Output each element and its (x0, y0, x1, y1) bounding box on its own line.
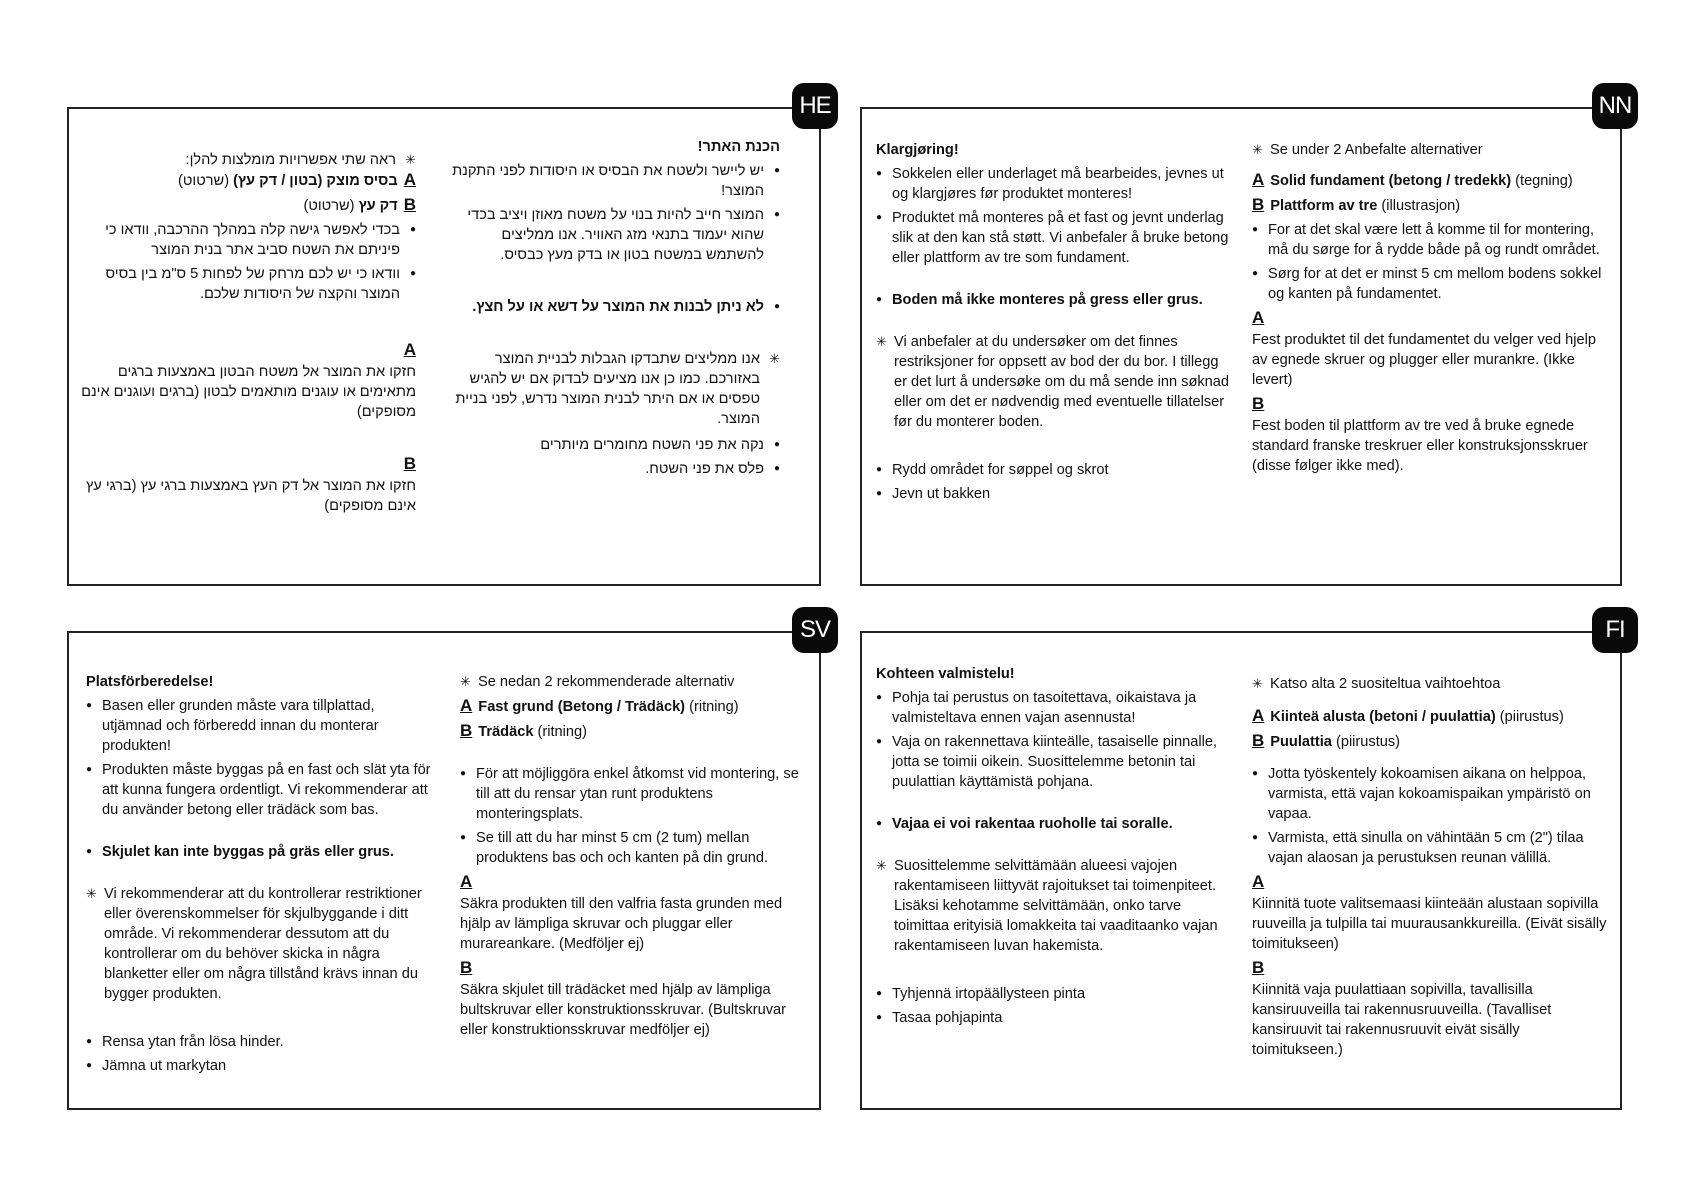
fi-section-a-text: Kiinnitä tuote valitsemaasi kiinteään alustaan sopivilla ruuveilla ja tulpilla tai muurausankkureilla. (Eivät sisälly toimitukseen) (1252, 896, 1607, 952)
fi-bullet-3: ● Vajaa ei voi rakentaa ruoholle tai soralle. (876, 814, 1231, 834)
he-alternatives-note: ✳ ראה שתי אפשרויות מומלצות להלן: (80, 150, 416, 170)
sv-alt-a-note: (ritning) (689, 699, 739, 715)
sv-alternatives-column (460, 672, 812, 1040)
nn-bullet-3: ● Boden må ikke monteres på gress eller grus. (876, 290, 1231, 310)
he-bullet-1: ● יש ליישר ולשטח את הבסיס או היסודות לפני התקנת המוצר! (442, 161, 780, 201)
nn-bullet-4: ● Rydd området for søppel og skrot (876, 460, 1231, 480)
fi-alternatives-column (1252, 674, 1608, 1060)
fi-bullet-4: ● Tyhjennä irtopäällysteen pinta (876, 984, 1231, 1004)
fi-section-a-letter: A (1252, 872, 1265, 891)
fi-bullet-2: ● Vaja on rakennettava kiinteälle, tasaiselle pinnalle, jotta se toimii oikein. Suosittelemme betonin tai puulattian käyttämistä pohjana. (876, 732, 1231, 792)
fi-alt-a-letter: A (1252, 706, 1265, 725)
nn-alt-a-name: Solid fundament (betong / tredekk) (1270, 173, 1512, 189)
sv-bullet-3: ● Skjulet kan inte byggas på gräs eller grus. (86, 842, 432, 862)
fi-note: ✳ Suosittelemme selvittämään alueesi vajojen rakentamiseen liittyvät rajoitukset tai toimenpiteet. Lisäksi kehotamme selvittämään, onko tarve toimittaa erityisiä lomakkeita tai vaaditaanko vajan rakentamiseen luvan hakemista. (876, 856, 1231, 956)
nn-section-a-letter: A (1252, 308, 1265, 327)
sv-alt-a-name: Fast grund (Betong / Trädäck) (478, 699, 686, 715)
he-alt-b-letter: B (403, 195, 416, 214)
nn-alternatives-column (1252, 140, 1608, 476)
sv-alt-b (460, 721, 812, 742)
fi-alt-a-name: Kiinteä alusta (betoni / puulattia) (1270, 709, 1496, 725)
fi-alt-a-note: (piirustus) (1499, 709, 1564, 725)
nn-bullet-5: ● Jevn ut bakken (876, 484, 1231, 504)
language-badge-he: HE (792, 83, 838, 129)
sv-site-prep-column (86, 672, 432, 1080)
language-badge-fi: FI (1592, 607, 1638, 653)
nn-title: Klargjøring! (876, 142, 959, 158)
nn-section-b-text: Fest boden til plattform av tre ved å bruke egnede standard franske treskruer eller konstruksjonsskruer (disse følger ikke med). (1252, 418, 1588, 474)
nn-alt-a-note: (tegning) (1515, 173, 1573, 189)
fi-alt-bullet-1: ● Jotta työskentely kokoamisen aikana on helppoa, varmista, että vajan kokoamispaikan ympäristö on vapaa. (1252, 764, 1608, 824)
sv-alt-b-letter: B (460, 721, 473, 740)
fi-alternatives-note: ✳ Katso alta 2 suositeltua vaihtoehtoa (1252, 674, 1608, 694)
fi-alt-b-name: Puulattia (1270, 734, 1332, 750)
nn-alt-b-note: (illustrasjon) (1381, 198, 1461, 214)
sv-section-b-letter: B (460, 958, 473, 977)
he-bullet-5: ● פלס את פני השטח. (442, 459, 780, 479)
fi-alt-b-letter: B (1252, 731, 1265, 750)
he-alt-b-note: (שרטוט) (303, 198, 355, 214)
fi-alt-bullet-2: ● Varmista, että sinulla on vähintään 5 cm (2") tilaa vajan alaosan ja perustuksen reunan välillä. (1252, 828, 1608, 868)
sv-section-a-letter: A (460, 872, 473, 891)
he-alt-bullet-2: ● וודאו כי יש לכם מרחק של לפחות 5 ס"מ בין בסיס המוצר והקצה של היסודות שלכם. (80, 264, 416, 304)
he-site-prep-column (442, 137, 780, 483)
he-section-a-letter: A (403, 340, 416, 359)
sv-alt-bullet-2: ● Se till att du har minst 5 cm (2 tum) mellan produktens bas och och kanten på din grund. (460, 828, 812, 868)
he-alt-a-note: (שרטוט) (178, 173, 230, 189)
nn-alt-b-name: Plattform av tre (1270, 198, 1378, 214)
he-title: הכנת האתר! (697, 139, 780, 155)
fi-bullet-1: ● Pohja tai perustus on tasoitettava, oikaistava ja valmisteltava ennen vajan asennusta! (876, 688, 1231, 728)
fi-section-b-text: Kiinnitä vaja puulattiaan sopivilla, tavallisilla kansiruuveilla tai rakennusruuveilla. (Tavalliset kansiruuvit tai rakennusruuvit eivät sisälly toimitukseen.) (1252, 982, 1552, 1058)
nn-alt-bullet-2: ● Sørg for at det er minst 5 cm mellom bodens sokkel og kanten på fundamentet. (1252, 264, 1608, 304)
he-section-b-letter: B (403, 454, 416, 473)
nn-alt-b-letter: B (1252, 195, 1265, 214)
fi-section-b-letter: B (1252, 958, 1265, 977)
he-alt-b (80, 195, 416, 216)
he-note: ✳ אנו ממליצים שתבדקו הגבלות לבניית המוצר באזורכם. כמו כן אנו מציעים לבדוק אם יש להגיש טפסים או אם היתר לבנית המוצר נדרש, לפני בניית המוצר. (442, 349, 780, 429)
he-bullet-4: ● נקה את פני השטח מחומרים מיותרים (442, 435, 780, 455)
sv-alt-a (460, 696, 812, 717)
sv-section-a-text: Säkra produkten till den valfria fasta grunden med hjälp av lämpliga skruvar och pluggar eller murareankare. (Medföljer ej) (460, 896, 783, 952)
nn-note: ✳ Vi anbefaler at du undersøker om det finnes restriksjoner for oppsett av bod der du bor. I tillegg er det lurt å undersøke om du må sende inn søknad eller om det er nødvendig med eventuelle tillatelser før du monterer boden. (876, 332, 1231, 432)
he-alt-a-letter: A (403, 170, 416, 189)
nn-alternatives-note: ✳ Se under 2 Anbefalte alternativer (1252, 140, 1608, 160)
fi-alt-b-note: (piirustus) (1335, 734, 1401, 750)
he-section-a-text: חזקו את המוצר אל משטח הבטון באמצעות ברגים מתאימים או עוגנים מותאמים לבטון (ברגים ועוגנים אינם מסופקים) (81, 364, 416, 420)
he-section-b-text: חזקו את המוצר אל דק העץ באמצעות ברגי עץ (ברגי עץ אינם מסופקים) (85, 478, 416, 514)
he-bullet-2: ● המוצר חייב להיות בנוי על משטח מאוזן ויציב בכדי שהוא יעמוד בתנאי מזג האוויר. אנו ממליצים להשתמש במשטח בטון או בדק מעץ כבסיס. (442, 205, 780, 265)
sv-section-b-text: Säkra skjulet till trädäcket med hjälp av lämpliga bultskruvar eller konstruktionsskruvar. (Bultskruvar eller konstruktionsskruvar medföljer ej) (460, 982, 787, 1038)
he-alt-a-name: בסיס מוצק (בטון / דק עץ) (233, 173, 398, 189)
fi-site-prep-column (876, 664, 1231, 1032)
sv-bullet-1: ● Basen eller grunden måste vara tillplattad, utjämnad och förberedd innan du monterar produkten! (86, 696, 432, 756)
sv-bullet-4: ● Rensa ytan från lösa hinder. (86, 1032, 432, 1052)
sv-bullet-2: ● Produkten måste byggas på en fast och slät yta för att kunna fungera ordentligt. Vi rekommenderar att du använder betong eller trädäck som bas. (86, 760, 432, 820)
language-badge-sv: SV (792, 607, 838, 653)
nn-site-prep-column (876, 140, 1231, 508)
sv-alt-a-letter: A (460, 696, 473, 715)
nn-alt-a (1252, 170, 1608, 191)
nn-section-b-letter: B (1252, 394, 1265, 413)
he-alt-b-name: דק עץ (358, 198, 398, 214)
he-alt-a (80, 170, 416, 191)
he-alt-bullet-1: ● בכדי לאפשר גישה קלה במהלך ההרכבה, וודאו כי פיניתם את השטח סביב אתר בנית המוצר (80, 220, 416, 260)
nn-bullet-1: ● Sokkelen eller underlaget må bearbeides, jevnes ut og klargjøres før produktet monteres! (876, 164, 1231, 204)
sv-alt-bullet-1: ● För att möjliggöra enkel åtkomst vid montering, se till att du rensar ytan runt produktens monteringsplats. (460, 764, 812, 824)
nn-alt-a-letter: A (1252, 170, 1265, 189)
he-bullet-3: ● לא ניתן לבנות את המוצר על דשא או על חצץ. (442, 297, 780, 317)
nn-alt-b (1252, 195, 1608, 216)
nn-bullet-2: ● Produktet må monteres på et fast og jevnt underlag slik at den kan stå støtt. Vi anbefaler å bruke betong eller plattform av tre som fundament. (876, 208, 1231, 268)
nn-alt-bullet-1: ● For at det skal være lett å komme til for montering, må du sørge for å rydde både på og rundt området. (1252, 220, 1608, 260)
fi-bullet-5: ● Tasaa pohjapinta (876, 1008, 1231, 1028)
fi-alt-b (1252, 731, 1608, 752)
he-alternatives-column (80, 150, 416, 516)
sv-title: Platsförberedelse! (86, 674, 214, 690)
nn-section-a-text: Fest produktet til det fundamentet du velger ved hjelp av egnede skruer og plugger eller murankre. (Ikke levert) (1252, 332, 1596, 388)
language-badge-nn: NN (1592, 83, 1638, 129)
fi-title: Kohteen valmistelu! (876, 666, 1015, 682)
sv-alternatives-note: ✳ Se nedan 2 rekommenderade alternativ (460, 672, 812, 692)
sv-alt-b-note: (ritning) (537, 724, 587, 740)
fi-alt-a (1252, 706, 1608, 727)
sv-note: ✳ Vi rekommenderar att du kontrollerar restriktioner eller överenskommelser för skjulbyggande i ditt område. Vi rekommenderar dessutom att du kontrollerar om du behöver skicka in några blanketter eller om några tillstånd krävs innan du bygger produkten. (86, 884, 432, 1004)
sv-alt-b-name: Trädäck (478, 724, 534, 740)
sv-bullet-5: ● Jämna ut markytan (86, 1056, 432, 1076)
